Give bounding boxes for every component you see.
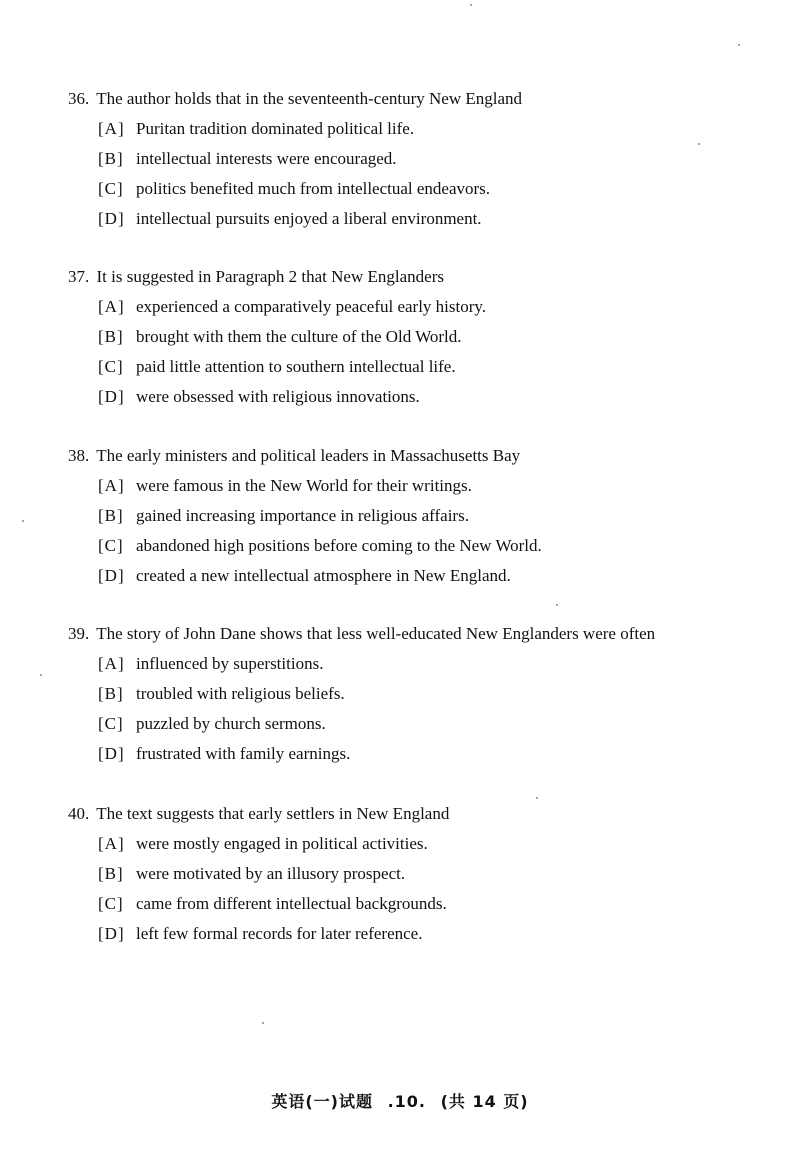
question-text: It is suggested in Paragraph 2 that New Englanders bbox=[96, 267, 444, 286]
option-b bbox=[98, 683, 768, 705]
question-number: 39. bbox=[68, 624, 90, 643]
question-number: 37. bbox=[68, 267, 90, 286]
option-label: [B] bbox=[98, 149, 124, 168]
question-stem bbox=[68, 623, 768, 645]
scan-speck bbox=[556, 604, 558, 606]
option-text: troubled with religious beliefs. bbox=[136, 684, 345, 703]
scan-speck bbox=[738, 44, 740, 46]
option-label: [B] bbox=[98, 506, 124, 525]
option-text: left few formal records for later reference. bbox=[136, 924, 423, 943]
question-number: 38. bbox=[68, 446, 90, 465]
option-text: were motivated by an illusory prospect. bbox=[136, 864, 406, 883]
option-c bbox=[98, 713, 768, 735]
option-text: abandoned high positions before coming to the New World. bbox=[136, 536, 542, 555]
option-d bbox=[98, 923, 768, 945]
option-label: [A] bbox=[98, 119, 125, 138]
scan-speck bbox=[536, 797, 538, 799]
question-38 bbox=[68, 445, 768, 587]
option-label: [A] bbox=[98, 834, 125, 853]
option-a bbox=[98, 475, 768, 497]
option-d bbox=[98, 565, 768, 587]
option-a bbox=[98, 296, 768, 318]
question-39 bbox=[68, 623, 768, 765]
page-footer bbox=[0, 1089, 800, 1112]
question-text: The author holds that in the seventeenth-century New England bbox=[96, 89, 523, 108]
question-text: The story of John Dane shows that less well-educated New Englanders were often bbox=[96, 624, 656, 643]
question-text: The text suggests that early settlers in New England bbox=[96, 804, 450, 823]
option-c bbox=[98, 535, 768, 557]
option-c bbox=[98, 356, 768, 378]
scan-speck bbox=[22, 520, 24, 522]
question-37 bbox=[68, 266, 768, 408]
option-text: brought with them the culture of the Old World. bbox=[136, 327, 462, 346]
option-label: [C] bbox=[98, 357, 124, 376]
option-b bbox=[98, 505, 768, 527]
option-c bbox=[98, 893, 768, 915]
footer-subject: 英语(一)试题 bbox=[271, 1092, 373, 1111]
option-d bbox=[98, 386, 768, 408]
question-40 bbox=[68, 803, 768, 945]
option-label: [A] bbox=[98, 297, 125, 316]
question-number: 36. bbox=[68, 89, 90, 108]
option-label: [B] bbox=[98, 864, 124, 883]
option-text: intellectual interests were encouraged. bbox=[136, 149, 397, 168]
option-b bbox=[98, 148, 768, 170]
option-label: [D] bbox=[98, 744, 125, 763]
option-text: were famous in the New World for their writings. bbox=[136, 476, 472, 495]
option-label: [D] bbox=[98, 566, 125, 585]
option-label: [D] bbox=[98, 209, 125, 228]
option-text: created a new intellectual atmosphere in New England. bbox=[136, 566, 511, 585]
option-text: were mostly engaged in political activities. bbox=[136, 834, 428, 853]
option-text: gained increasing importance in religious affairs. bbox=[136, 506, 469, 525]
option-c bbox=[98, 178, 768, 200]
option-label: [C] bbox=[98, 536, 124, 555]
option-text: came from different intellectual backgrounds. bbox=[136, 894, 447, 913]
option-label: [B] bbox=[98, 327, 124, 346]
option-label: [C] bbox=[98, 714, 124, 733]
option-label: [D] bbox=[98, 924, 125, 943]
option-text: frustrated with family earnings. bbox=[136, 744, 351, 763]
question-stem bbox=[68, 445, 768, 467]
question-number: 40. bbox=[68, 804, 90, 823]
option-label: [D] bbox=[98, 387, 125, 406]
option-d bbox=[98, 208, 768, 230]
option-label: [B] bbox=[98, 684, 124, 703]
option-a bbox=[98, 118, 768, 140]
option-text: puzzled by church sermons. bbox=[136, 714, 326, 733]
option-text: experienced a comparatively peaceful early history. bbox=[136, 297, 487, 316]
scan-speck bbox=[262, 1022, 264, 1024]
question-36 bbox=[68, 88, 768, 230]
option-d bbox=[98, 743, 768, 765]
option-text: influenced by superstitions. bbox=[136, 654, 324, 673]
question-stem bbox=[68, 803, 768, 825]
footer-total-pages: (共 14 页) bbox=[440, 1092, 529, 1111]
option-b bbox=[98, 863, 768, 885]
footer-page-number: .10. bbox=[387, 1092, 426, 1111]
scan-speck bbox=[698, 143, 700, 145]
option-label: [C] bbox=[98, 179, 124, 198]
option-label: [A] bbox=[98, 476, 125, 495]
option-text: Puritan tradition dominated political life. bbox=[136, 119, 415, 138]
option-a bbox=[98, 653, 768, 675]
option-text: intellectual pursuits enjoyed a liberal environment. bbox=[136, 209, 482, 228]
option-a bbox=[98, 833, 768, 855]
option-text: politics benefited much from intellectual endeavors. bbox=[136, 179, 491, 198]
question-text: The early ministers and political leaders in Massachusetts Bay bbox=[96, 446, 521, 465]
option-b bbox=[98, 326, 768, 348]
scan-speck bbox=[470, 4, 472, 6]
option-label: [C] bbox=[98, 894, 124, 913]
question-stem bbox=[68, 88, 768, 110]
option-label: [A] bbox=[98, 654, 125, 673]
option-text: paid little attention to southern intellectual life. bbox=[136, 357, 456, 376]
option-text: were obsessed with religious innovations. bbox=[136, 387, 420, 406]
scan-speck bbox=[40, 674, 42, 676]
question-stem bbox=[68, 266, 768, 288]
